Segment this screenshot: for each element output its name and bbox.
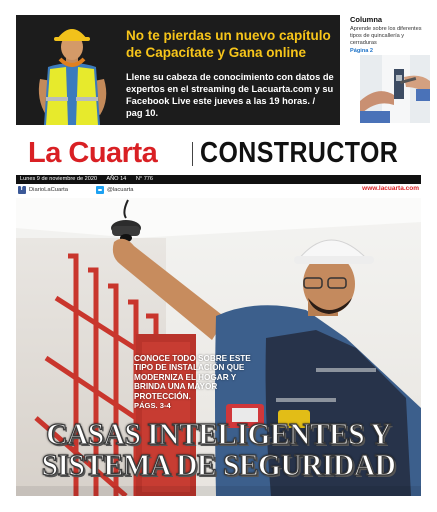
masthead	[16, 134, 420, 174]
promo-headline: No te pierdas un nuevo capítulo de Capacítate y Gana online	[126, 28, 331, 60]
twitter-link[interactable]	[96, 186, 134, 194]
website-link[interactable]: www.lacuarta.com	[362, 185, 419, 192]
callout-pages[interactable]: PÁGS. 3-4	[134, 401, 171, 411]
worker-illustration	[26, 19, 118, 125]
twitter-handle: @lacuarta	[107, 187, 134, 193]
headline-line-2: SISTEMA DE SEGURIDAD	[41, 447, 396, 482]
promo-banner[interactable]	[16, 15, 340, 125]
facebook-link[interactable]	[18, 186, 68, 194]
teaser-pages[interactable]: Página 2	[350, 48, 374, 54]
section-title: CONSTRUCTOR	[200, 137, 399, 169]
teaser-title: Columna	[350, 15, 383, 24]
teaser-text: Aprende sobre los diferentes tipos de quincallería y cerraduras	[350, 26, 422, 46]
lock-repair-photo	[360, 55, 430, 123]
issue-number: N° 776	[135, 176, 154, 182]
facebook-icon	[18, 186, 26, 194]
issue-year: AÑO 14	[106, 176, 127, 182]
callout-text: CONOCE TODO SOBRE ESTE TIPO DE INSTALACIÓN QUE MODERNIZA EL HOGAR Y BRINDA UNA MAYOR PROTECCIÓN.	[134, 354, 251, 401]
date-strip	[16, 175, 421, 184]
issue-date: Lunes 9 de noviembre de 2020	[20, 176, 98, 182]
story-callout	[134, 354, 262, 410]
brand-logo[interactable]: La Cuarta	[28, 137, 158, 169]
social-bar	[16, 185, 421, 197]
facebook-handle: DiarioLaCuarta	[29, 187, 68, 193]
cover-headline[interactable]	[18, 418, 419, 480]
twitter-icon	[96, 186, 104, 194]
masthead-divider	[192, 142, 193, 166]
headline-line-1: CASAS INTELIGENTES Y	[46, 416, 391, 451]
column-teaser[interactable]	[350, 15, 430, 125]
promo-body: Llene su cabeza de conocimiento con datos de expertos en el streaming de Lacuarta.com y su Facebook Live este jueves a las 19 horas. / pag 10.	[126, 72, 334, 118]
